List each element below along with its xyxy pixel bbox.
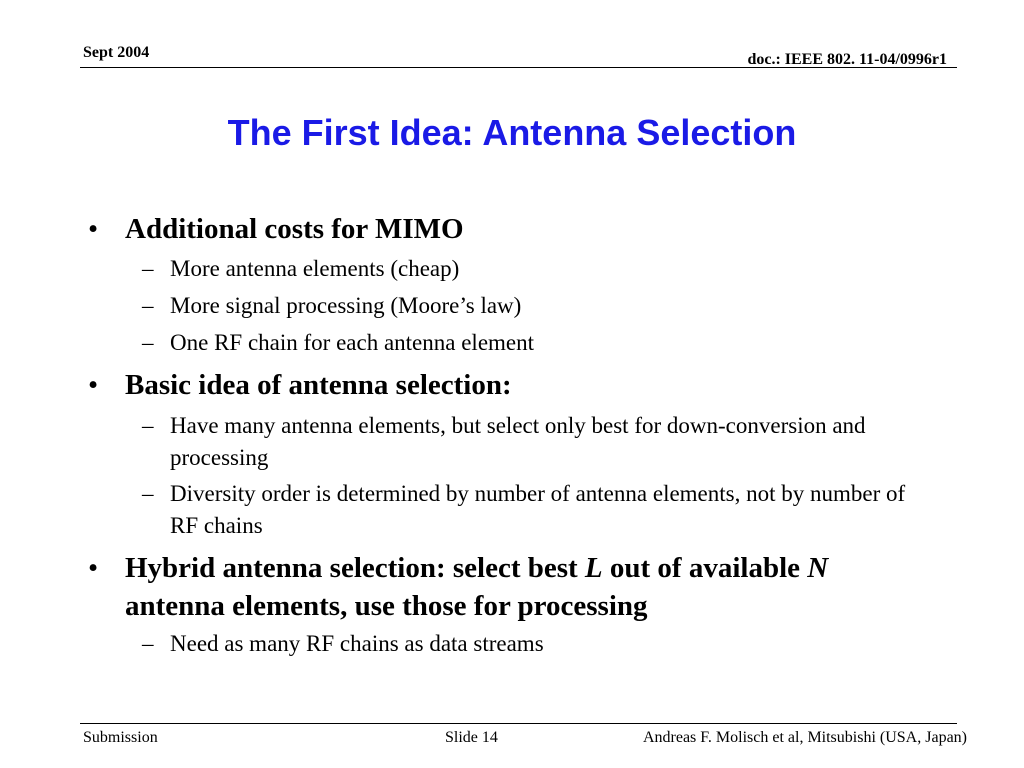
sub-bullet-2-1 xyxy=(142,410,870,474)
dash-marker: – xyxy=(142,256,154,281)
bullet-marker: • xyxy=(88,369,99,401)
header-doc-id: doc.: IEEE 802. 11-04/0996r1 xyxy=(747,51,947,68)
bullet-1 xyxy=(88,210,945,248)
slide-title: The First Idea: Antenna Selection xyxy=(227,112,797,153)
sub-bullet-2-1-text: Have many antenna elements, but select only best for down-conversion and processing xyxy=(170,413,866,470)
dash-marker: – xyxy=(142,413,154,438)
dash-marker: – xyxy=(142,330,154,355)
sub-bullet-1-2 xyxy=(142,290,940,322)
variable-l: L xyxy=(584,552,603,584)
bullet-3-text-b: out of available xyxy=(602,552,808,584)
bullet-3-text-c: antenna elements, use those for processing xyxy=(125,590,648,622)
sub-bullet-3-1 xyxy=(142,628,940,660)
dash-marker: – xyxy=(142,293,154,318)
sub-bullet-3-1-text: Need as many RF chains as data streams xyxy=(170,631,544,656)
bullet-3-text-a: Hybrid antenna selection: select best xyxy=(125,552,585,584)
bullet-2 xyxy=(88,366,945,404)
sub-bullet-1-1 xyxy=(142,253,940,285)
variable-n: N xyxy=(807,552,829,584)
bullet-3 xyxy=(88,549,935,625)
bullet-marker: • xyxy=(88,213,99,245)
footer-authors: Andreas F. Molisch et al, Mitsubishi (USA, Japan) xyxy=(642,729,967,746)
sub-bullet-1-1-text: More antenna elements (cheap) xyxy=(170,256,460,281)
bullet-marker: • xyxy=(88,552,99,584)
sub-bullet-1-3 xyxy=(142,327,940,359)
footer-submission: Submission xyxy=(83,729,158,746)
sub-bullet-2-2-text: Diversity order is determined by number of antenna elements, not by number of RF chains xyxy=(170,481,906,538)
dash-marker: – xyxy=(142,481,154,506)
footer-slide-number: Slide 14 xyxy=(445,729,498,746)
header-date: Sept 2004 xyxy=(83,44,150,61)
sub-bullet-1-3-text: One RF chain for each antenna element xyxy=(170,330,535,355)
dash-marker: – xyxy=(142,631,154,656)
bullet-2-text: Basic idea of antenna selection: xyxy=(125,369,512,401)
footer-rule xyxy=(80,723,957,724)
bullet-1-text: Additional costs for MIMO xyxy=(125,213,464,245)
sub-bullet-2-2 xyxy=(142,478,930,542)
header-rule xyxy=(80,67,957,68)
sub-bullet-1-2-text: More signal processing (Moore’s law) xyxy=(170,293,522,318)
